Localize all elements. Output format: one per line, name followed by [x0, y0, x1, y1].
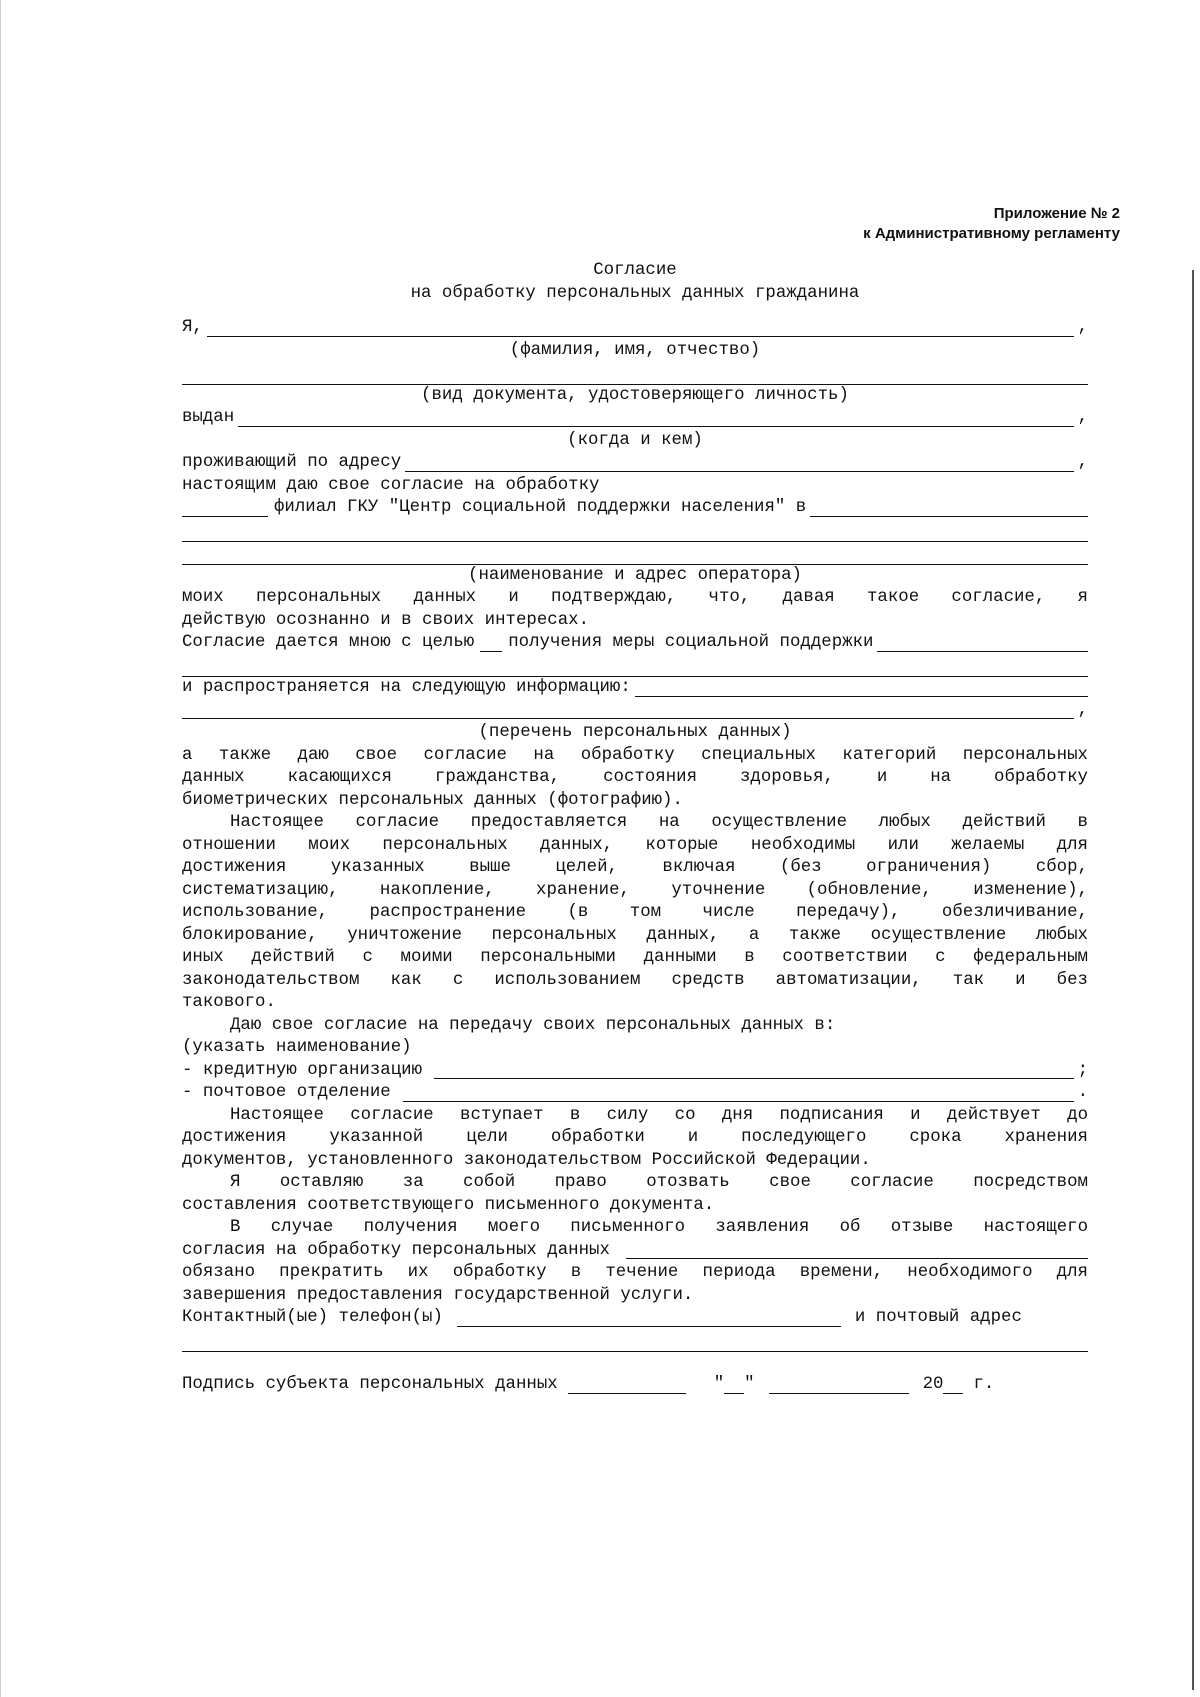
credit-field[interactable]: [434, 1063, 1074, 1079]
credit-semicolon: ;: [1077, 1060, 1088, 1080]
post-row: [182, 1082, 1088, 1105]
pd-row-2: [182, 700, 1088, 723]
contact-row: [182, 1307, 1088, 1330]
issued-row: [182, 407, 1088, 430]
address-field[interactable]: [405, 456, 1073, 472]
p3-line-2: отношении моих персональных данных, которые необходимы или желаемы для: [182, 835, 1088, 855]
credit-label: - кредитную организацию: [182, 1060, 423, 1080]
extends-row: [182, 677, 1088, 700]
p7-row-2: [182, 1240, 1088, 1263]
scan-right-edge: [1192, 270, 1194, 1690]
fio-field[interactable]: [207, 321, 1074, 337]
p3-line-4: систематизацию, накопление, хранение, уточнение (обновление, изменение),: [182, 880, 1088, 900]
p7-line-3: обязано прекратить их обработку в течение периода времени, необходимого для: [182, 1263, 1088, 1282]
appendix-header: [863, 204, 1120, 244]
p3-line-8: законодательством как с использованием средств автоматизации, так и без: [182, 970, 1088, 990]
mail-label: и почтовый адрес: [854, 1308, 1022, 1327]
p3-line-5: использование, распространение (в том числе передачу), обезличивание,: [182, 903, 1088, 922]
p2-line-1: а также даю свое согласие на обработку специальных категорий персональных: [182, 745, 1088, 765]
fio-caption: (фамилия, имя, отчество): [509, 340, 761, 360]
contact-label: Контактный(ые) телефон(ы): [182, 1308, 443, 1327]
p6-line-2: составления соответствующего письменного документа.: [182, 1195, 715, 1215]
signature-row: [182, 1374, 1088, 1397]
spacer: [182, 305, 1088, 317]
month-field[interactable]: [769, 1378, 909, 1394]
phone-field[interactable]: [457, 1311, 841, 1327]
pd-field-1[interactable]: [635, 681, 1088, 697]
issued-field[interactable]: [238, 411, 1073, 427]
purpose-label: Согласие дается мною с целью: [182, 633, 475, 652]
consent-line: настоящим даю свое согласие на обработку: [182, 475, 600, 495]
p2-line-3: биометрических персональных данных (фотографию).: [182, 790, 683, 810]
p4-line-2: (указать наименование): [182, 1038, 412, 1057]
form-title: Согласие: [593, 261, 677, 280]
p1-line-1: моих персональных данных и подтверждаю, что, давая такое согласие, я: [182, 588, 1088, 607]
appendix-regulation: к Административному регламенту: [863, 225, 1120, 242]
post-period: .: [1077, 1083, 1088, 1102]
signature-field[interactable]: [568, 1378, 686, 1394]
extends-label: и распространяется на следующую информацию:: [182, 678, 631, 697]
mail-address-field[interactable]: [182, 1330, 1088, 1353]
spacer: [182, 1352, 1088, 1374]
p7-line-1: В случае получения моего письменного заявления об отзыве настоящего: [230, 1218, 1088, 1237]
date-quote-open: ": [713, 1375, 725, 1394]
p7-line-4: завершения предоставления государственной услуги.: [182, 1285, 694, 1305]
p5-line-3: документов, установленного законодательством Российской Федерации.: [182, 1150, 871, 1170]
pd-caption: (перечень персональных данных): [478, 723, 792, 742]
issued-comma: ,: [1077, 408, 1088, 427]
id-document-caption: (вид документа, удостоверяющего личность): [421, 385, 849, 405]
i-label: Я,: [182, 318, 203, 337]
issued-label: выдан: [182, 408, 235, 427]
id-document-field[interactable]: [182, 362, 1088, 385]
year-suffix: г.: [973, 1375, 995, 1394]
p3-line-3: достижения указанных выше целей, включая (без ограничения) сбор,: [182, 858, 1088, 877]
credit-row: [182, 1060, 1088, 1083]
year-field[interactable]: [943, 1378, 963, 1394]
issued-caption: (когда и кем): [567, 430, 703, 450]
branch-text: филиал ГКУ "Центр социальной поддержки населения" в: [274, 498, 807, 517]
operator-field-1[interactable]: [182, 520, 1088, 543]
consent-form: [182, 260, 1088, 1397]
p3-line-6: блокирование, уничтожение персональных данных, а также осуществление любых: [182, 925, 1088, 945]
purpose-continuation-field[interactable]: [182, 655, 1088, 678]
purpose-field[interactable]: [877, 636, 1088, 652]
address-row: [182, 452, 1088, 475]
year-prefix: 20: [922, 1375, 944, 1394]
scan-left-edge: [0, 0, 1, 1697]
p3-line-1: Настоящее согласие предоставляется на осуществление любых действий в: [230, 813, 1088, 832]
pd-comma: ,: [1077, 700, 1088, 720]
form-subtitle: на обработку персональных данных гражданина: [410, 283, 860, 303]
purpose-short-field[interactable]: [480, 636, 502, 652]
p3-line-9: такового.: [182, 993, 276, 1012]
branch-row: [182, 497, 1088, 520]
branch-prefix-field[interactable]: [182, 501, 268, 517]
revocation-operator-field[interactable]: [626, 1243, 1088, 1259]
purpose-text: получения меры социальной поддержки: [508, 633, 874, 652]
day-field[interactable]: [724, 1378, 744, 1394]
date-quote-close: ": [744, 1375, 755, 1394]
signature-label: Подпись субъекта персональных данных: [182, 1375, 558, 1394]
appendix-number: Приложение № 2: [993, 205, 1120, 222]
p4-line-1: Даю свое согласие на передачу своих персональных данных в:: [230, 1015, 836, 1035]
post-label: - почтовое отделение: [182, 1083, 391, 1102]
fio-comma: ,: [1077, 318, 1088, 337]
address-label: проживающий по адресу: [182, 453, 402, 472]
p3-line-7: иных действий с моими персональными данными в соответствии с федеральным: [182, 948, 1088, 967]
operator-field-2[interactable]: [182, 542, 1088, 565]
p1-line-2: действую осознанно и в своих интересах.: [182, 610, 590, 630]
p7-line-2: согласия на обработку персональных данных: [182, 1240, 610, 1260]
fio-row: [182, 317, 1088, 340]
p6-line-1: Я оставляю за собой право отозвать свое согласие посредством: [230, 1173, 1088, 1192]
purpose-row: [182, 632, 1088, 655]
p5-line-1: Настоящее согласие вступает в силу со дня подписания и действует до: [230, 1105, 1088, 1125]
p2-line-2: данных касающихся гражданства, состояния здоровья, и на обработку: [182, 768, 1088, 787]
post-field[interactable]: [403, 1086, 1074, 1102]
pd-field-2[interactable]: [182, 703, 1074, 719]
operator-caption: (наименование и адрес оператора): [468, 565, 802, 585]
address-comma: ,: [1077, 453, 1088, 472]
branch-location-field[interactable]: [810, 501, 1088, 517]
p5-line-2: достижения указанной цели обработки и последующего срока хранения: [182, 1128, 1088, 1147]
